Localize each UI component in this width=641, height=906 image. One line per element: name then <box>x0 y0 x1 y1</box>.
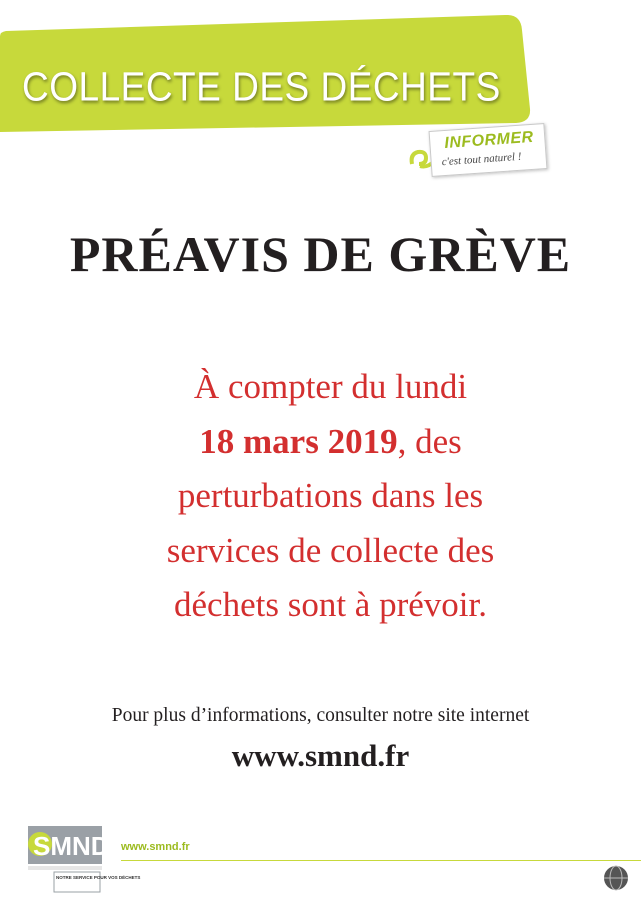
message-line-2 <box>60 415 601 470</box>
message-line-3: perturbations dans les <box>177 476 484 515</box>
footer-divider <box>121 860 641 861</box>
strike-date: 18 mars 2019 <box>199 421 398 461</box>
notice-message <box>60 360 601 633</box>
footer-url[interactable]: www.smnd.fr <box>121 841 190 853</box>
globe-icon <box>602 864 630 892</box>
message-line-4: services de collecte des <box>166 530 495 570</box>
svg-text:SMND: SMND <box>33 831 110 861</box>
website-link[interactable]: www.smnd.fr <box>231 738 410 773</box>
info-text: Pour plus d’informations, consulter notre site internet <box>111 705 530 726</box>
informer-tag <box>429 123 548 177</box>
svg-text:NOTRE SERVICE POUR VOS DÉCHETS: NOTRE SERVICE POUR VOS DÉCHETS <box>56 875 141 880</box>
banner-title: COLLECTE DES DÉCHETS <box>22 64 501 110</box>
message-line-5: déchets sont à prévoir. <box>174 585 487 624</box>
smnd-logo-icon <box>26 824 141 894</box>
message-line-2-rest: , des <box>397 421 462 461</box>
message-line-1: À compter du lundi <box>193 367 468 406</box>
tag-subtitle: c'est tout naturel ! <box>441 150 522 169</box>
notice-title: PRÉAVIS DE GRÈVE <box>69 226 572 282</box>
header-banner <box>0 14 530 132</box>
tag-title: INFORMER <box>443 128 535 153</box>
